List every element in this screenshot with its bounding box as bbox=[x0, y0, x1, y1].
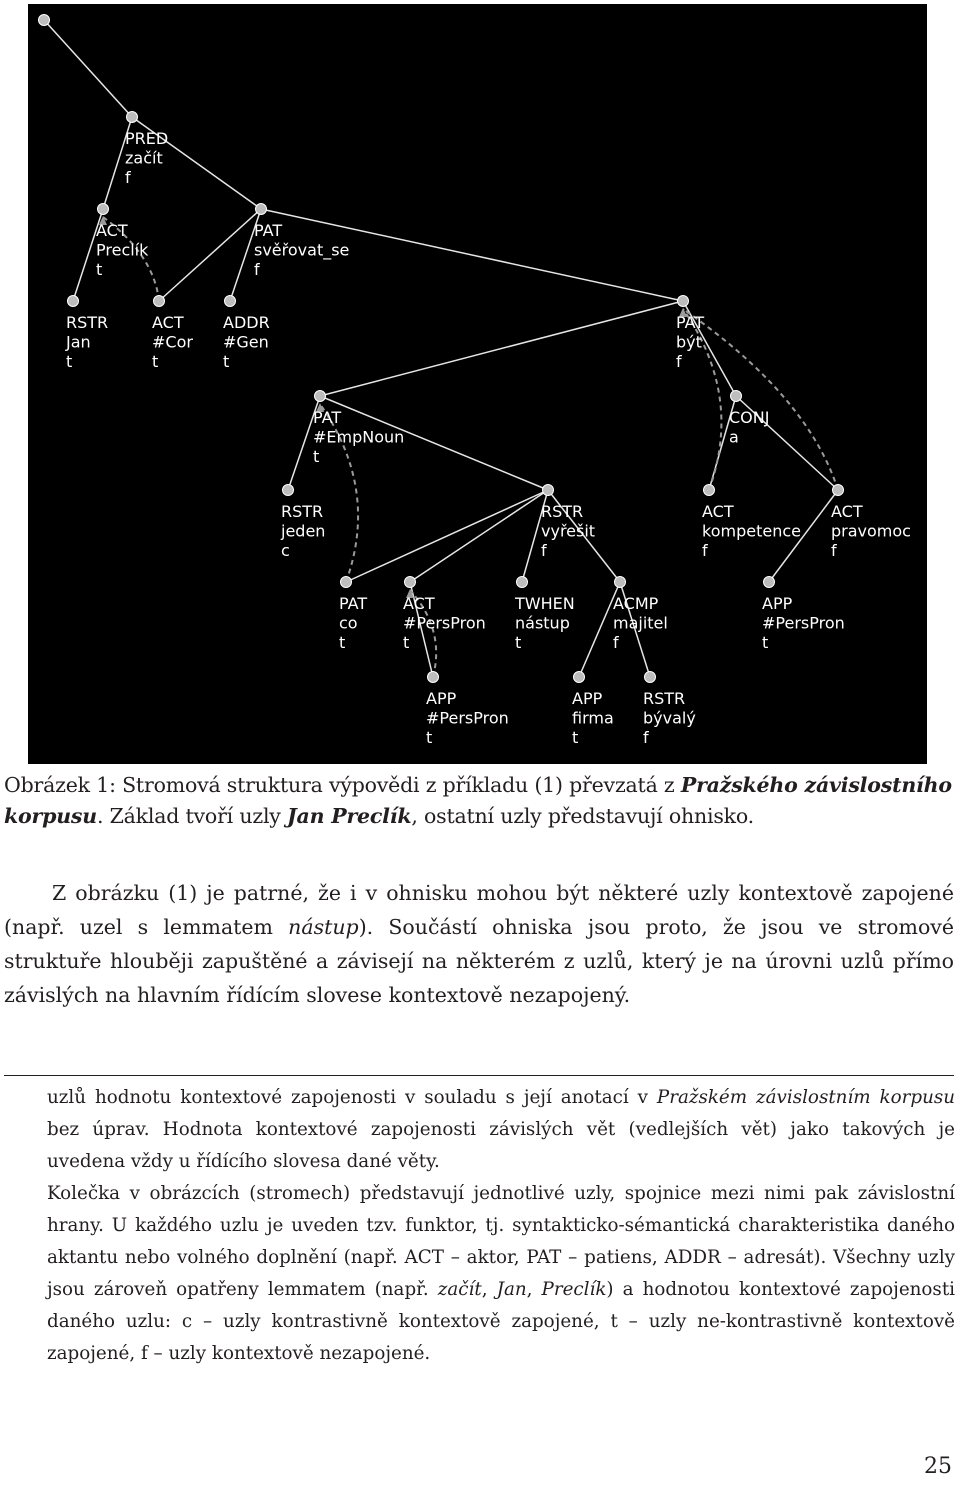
node-lemma-label: #PersPron bbox=[762, 613, 845, 633]
node-tfa-label: t bbox=[515, 633, 522, 652]
node-functor-label: PAT bbox=[254, 221, 283, 240]
node-tfa-label: f bbox=[254, 260, 260, 279]
node-functor-label: RSTR bbox=[66, 313, 109, 332]
node-lemma-label: majitel bbox=[613, 613, 668, 633]
footnote-sep: , bbox=[481, 1279, 497, 1300]
node-tfa-label: c bbox=[281, 541, 290, 560]
tree-node bbox=[833, 485, 844, 496]
tree-node bbox=[731, 391, 742, 402]
tree-node bbox=[283, 485, 294, 496]
node-lemma-label: nástup bbox=[515, 613, 570, 633]
tree-node bbox=[428, 672, 439, 683]
node-functor-label: RSTR bbox=[281, 502, 324, 521]
tree-node bbox=[645, 672, 656, 683]
node-tfa-label: f bbox=[702, 541, 708, 560]
node-functor-label: ACT bbox=[702, 502, 734, 521]
footnote-p1-corpus: Pražském závislostním korpusu bbox=[656, 1087, 955, 1108]
tree-node bbox=[517, 577, 528, 588]
node-tfa-label: t bbox=[762, 633, 769, 652]
tree-node bbox=[225, 296, 236, 307]
caption-middle: . Základ tvoří uzly bbox=[96, 804, 287, 828]
tree-node bbox=[68, 296, 79, 307]
tree-edge bbox=[320, 301, 683, 396]
dependency-tree-svg bbox=[28, 4, 927, 764]
node-tfa-label: t bbox=[152, 352, 159, 371]
dependency-tree-figure bbox=[28, 4, 927, 764]
node-lemma-label: #EmpNoun bbox=[313, 427, 405, 447]
node-tfa-label: f bbox=[643, 728, 649, 747]
paragraph-part1: Z obrázku (1) je patrné, že i v ohnisku mohou být některé uzly kontextově zapojené (např. uzel s lemmatem bbox=[4, 881, 954, 939]
node-lemma-label: Jan bbox=[66, 332, 91, 352]
tree-node bbox=[574, 672, 585, 683]
node-tfa-label: f bbox=[831, 541, 837, 560]
tree-node bbox=[764, 577, 775, 588]
tree-node bbox=[98, 204, 109, 215]
paragraph-lemma: nástup bbox=[288, 915, 359, 939]
node-functor-label: CONJ bbox=[729, 408, 770, 427]
tree-node bbox=[154, 296, 165, 307]
node-lemma-label: #PersPron bbox=[403, 613, 486, 633]
node-functor-label: TWHEN bbox=[515, 594, 575, 613]
tree-node bbox=[543, 485, 554, 496]
node-functor-label: ADDR bbox=[223, 313, 270, 332]
node-tfa-label: t bbox=[96, 260, 103, 279]
body-paragraph bbox=[4, 876, 954, 1012]
node-tfa-label: t bbox=[572, 728, 579, 747]
footnote-p1-a: uzlů hodnotu kontextové zapojenosti v souladu s její anotací v bbox=[47, 1087, 657, 1108]
footnote-example-preclik: Preclík bbox=[541, 1279, 607, 1300]
node-lemma-label: být bbox=[676, 332, 702, 352]
tree-edge bbox=[44, 20, 132, 117]
node-tfa-label: t bbox=[426, 728, 433, 747]
node-functor-label: ACT bbox=[831, 502, 863, 521]
page-number: 25 bbox=[924, 1454, 952, 1479]
caption-base-nodes: Jan Preclík bbox=[287, 804, 412, 828]
node-lemma-label: a bbox=[729, 427, 739, 447]
footnote-p2-b: ) a hodnotou kontextové zapojenosti daného uzlu: c – uzly kontrastivně kontextově zapojené, t – uzly ne-kontrastivně kontextově zapojené, f – uzly kontextově nezapojené. bbox=[47, 1279, 956, 1364]
node-tfa-label: t bbox=[339, 633, 346, 652]
node-lemma-label: kompetence bbox=[702, 521, 801, 541]
node-tfa-label: f bbox=[676, 352, 682, 371]
node-lemma-label: jeden bbox=[281, 521, 326, 541]
footnote-separator bbox=[4, 1075, 954, 1076]
tree-node bbox=[678, 296, 689, 307]
tree-node bbox=[39, 15, 50, 26]
node-functor-label: PAT bbox=[313, 408, 342, 427]
node-functor-label: APP bbox=[572, 689, 603, 708]
tree-node bbox=[127, 112, 138, 123]
footnote-sep: , bbox=[526, 1279, 542, 1300]
node-functor-label: ACT bbox=[152, 313, 184, 332]
node-lemma-label: co bbox=[339, 613, 358, 633]
node-lemma-label: začít bbox=[125, 148, 163, 168]
tree-node bbox=[615, 577, 626, 588]
tree-edge bbox=[410, 490, 548, 582]
node-lemma-label: pravomoc bbox=[831, 521, 911, 541]
node-tfa-label: t bbox=[66, 352, 73, 371]
node-lemma-label: firma bbox=[572, 708, 614, 728]
node-tfa-label: f bbox=[613, 633, 619, 652]
node-tfa-label: t bbox=[403, 633, 410, 652]
node-functor-label: RSTR bbox=[541, 502, 584, 521]
caption-corpus-name: Pražského závislostního korpusu bbox=[4, 773, 952, 828]
node-lemma-label: #Cor bbox=[152, 332, 193, 352]
tree-node bbox=[405, 577, 416, 588]
footnote-paragraph-1 bbox=[47, 1082, 955, 1178]
node-functor-label: PRED bbox=[125, 129, 169, 148]
node-tfa-label: f bbox=[541, 541, 547, 560]
tree-edge bbox=[346, 490, 548, 582]
footnote-example-zacit: začít bbox=[437, 1279, 482, 1300]
footnote-p2-a: Kolečka v obrázcích (stromech) představují jednotlivé uzly, spojnice mezi nimi pak závislostní hrany. U každého uzlu je uveden tzv. funktor, tj. syntakticko-sémantická charakteristika daného aktantu nebo volného doplnění (např. ACT – aktor, PAT – patiens, ADDR – adresát). Všechny uzly jsou zároveň opatřeny lemmatem (např. bbox=[47, 1183, 955, 1300]
node-functor-label: ACT bbox=[403, 594, 435, 613]
node-lemma-label: #Gen bbox=[223, 332, 269, 352]
coreference-arrow bbox=[683, 309, 838, 490]
tree-node bbox=[256, 204, 267, 215]
figure-caption bbox=[4, 770, 952, 832]
node-lemma-label: #PersPron bbox=[426, 708, 509, 728]
tree-node bbox=[341, 577, 352, 588]
node-lemma-label: Preclík bbox=[96, 240, 149, 260]
node-functor-label: PAT bbox=[676, 313, 705, 332]
caption-suffix: , ostatní uzly představují ohnisko. bbox=[411, 804, 754, 828]
paragraph-part2: ). Součástí ohniska jsou proto, že jsou ve stromové struktuře hlouběji zapuštěné a závisejí na některém z uzlů, který je na úrovni uzlů přímo závislých na hlavním řídícím slovese kontextově nezapojený. bbox=[4, 915, 955, 1007]
footnote bbox=[47, 1082, 955, 1370]
node-tfa-label: f bbox=[125, 168, 131, 187]
node-functor-label: RSTR bbox=[643, 689, 686, 708]
node-functor-label: ACT bbox=[96, 221, 128, 240]
node-tfa-label: t bbox=[223, 352, 230, 371]
node-tfa-label: t bbox=[313, 447, 320, 466]
node-functor-label: APP bbox=[426, 689, 457, 708]
node-lemma-label: vyřešit bbox=[541, 521, 596, 541]
node-functor-label: ACMP bbox=[613, 594, 659, 613]
tree-node bbox=[704, 485, 715, 496]
node-lemma-label: bývalý bbox=[643, 708, 696, 728]
node-functor-label: APP bbox=[762, 594, 793, 613]
node-functor-label: PAT bbox=[339, 594, 368, 613]
footnote-paragraph-2 bbox=[47, 1178, 955, 1370]
tree-node bbox=[315, 391, 326, 402]
footnote-example-jan: Jan bbox=[496, 1279, 527, 1300]
caption-prefix: Obrázek 1: Stromová struktura výpovědi z příkladu (1) převzatá z bbox=[4, 773, 681, 797]
footnote-p1-b: bez úprav. Hodnota kontextové zapojenosti závislých vět (vedlejších vět) jako takových je uvedena vždy u řídícího slovesa dané věty. bbox=[47, 1119, 955, 1172]
node-lemma-label: svěřovat_se bbox=[254, 240, 350, 260]
